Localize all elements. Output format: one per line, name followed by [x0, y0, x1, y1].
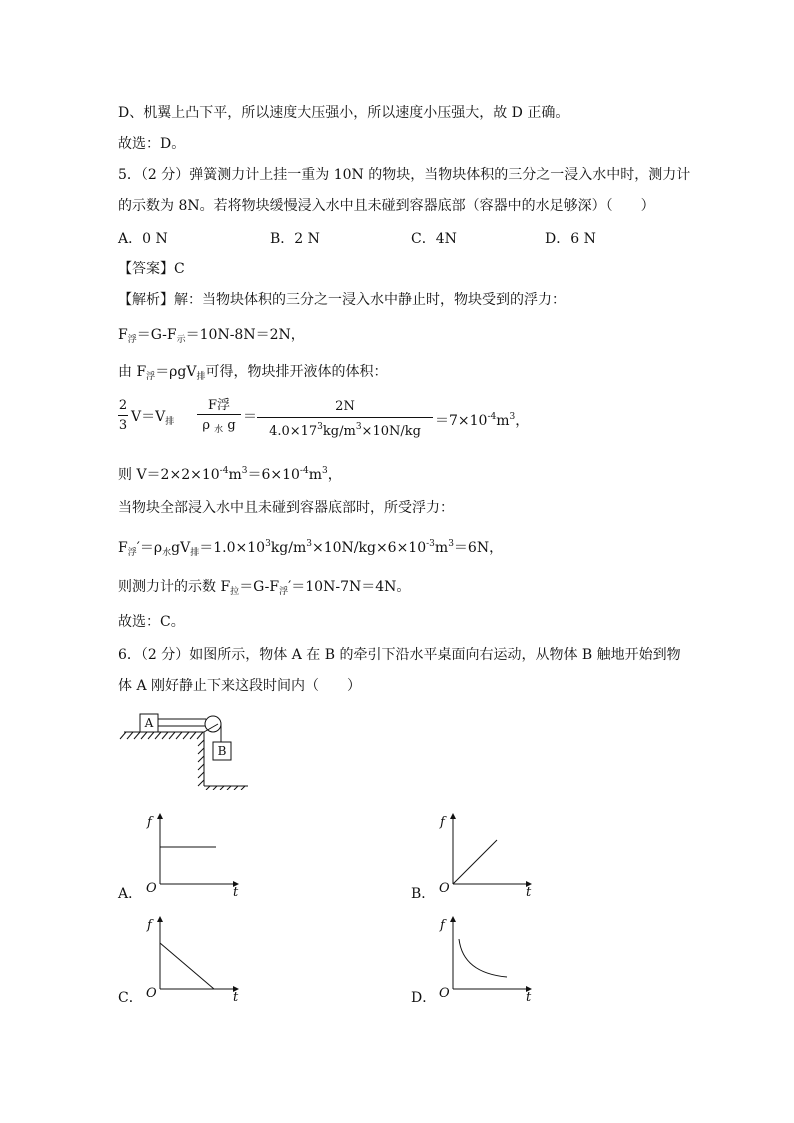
question-5-line-1: 5．（2 分）弹簧测力计上挂一重为 10N 的物块，当物块体积的三分之一浸入水中时，测力计	[118, 167, 691, 183]
label-a: A	[144, 716, 154, 730]
svg-text:t: t	[526, 990, 532, 1001]
den-rho-g: ρ $_水$ g	[202, 418, 236, 435]
graph-a-label: A．	[118, 886, 143, 902]
text-line: 故选：D。	[118, 136, 186, 152]
question-6-line-2: 体 A 刚好静止下来这段时间内（ ）	[118, 678, 362, 694]
question-6-line-1: 6．（2 分）如图所示，物体 A 在 B 的牵引下沿水平桌面向右运动，从物体 B 触地开始到物	[118, 647, 681, 663]
svg-text:O: O	[146, 881, 157, 896]
frac-2: 2	[118, 398, 128, 413]
floor-hatching	[206, 786, 245, 790]
graph-c-curve	[160, 943, 214, 989]
analysis-line: 【解析】解：当物块体积的三分之一浸入水中静止时，物块受到的浮力：	[118, 292, 566, 308]
num-2n: 2N	[335, 399, 355, 414]
den-value: $4.0\times 17^3kg/m^3\times 10N/kg$	[269, 422, 421, 439]
formula-derivation: 由 $F_浮=\rho gV_排$可得，物块排开液体的体积：	[118, 364, 388, 382]
v-eq: $V=V_排$	[131, 409, 175, 427]
wall-hatching	[198, 740, 204, 786]
graph-d	[433, 913, 543, 1001]
graph-b	[433, 810, 543, 898]
pulley-figure	[118, 708, 258, 790]
graph-b-label: B．	[411, 886, 436, 902]
svg-text:O: O	[439, 986, 450, 1001]
text-line: D、机翼上凸下平，所以速度大压强小，所以速度小压强大，故 D 正确。	[118, 105, 570, 121]
frac-result: $=7\times 10^{-4}m^3$，	[435, 412, 530, 429]
svg-text:t: t	[526, 885, 532, 898]
graph-a	[140, 810, 250, 898]
svg-text:O: O	[439, 881, 450, 896]
answer-line: 【答案】C	[118, 261, 185, 277]
option-d: D．6 N	[545, 231, 596, 247]
option-c: C．4N	[411, 231, 457, 247]
svg-text:f: f	[440, 918, 445, 933]
text-line: 故选：C。	[118, 614, 185, 630]
text-line: 当物块全部浸入水中且未碰到容器底部时，所受浮力：	[118, 500, 454, 516]
option-a: A．0 N	[118, 231, 168, 247]
table-hatching	[120, 732, 203, 739]
question-5-line-2: 的示数为 8N。若将物块缓慢浸入水中且未碰到容器底部（容器中的水足够深）（ ）	[118, 198, 655, 214]
graph-d-curve	[459, 939, 507, 977]
frac-3: 3	[118, 418, 128, 433]
formula-volume: 则 $V=2\times 2\times 10^{-4}m^3=6\times 10^{-4}m^3$，	[118, 466, 342, 483]
formula-full-buoyancy: $F_浮'=\rho_水gV_排=1.0\times 10^3kg/m^3\times 10N/kg\times 6\times 10^{-3}m^3=6N$，	[118, 539, 504, 558]
svg-text:f: f	[147, 918, 152, 933]
graph-b-curve	[453, 840, 497, 884]
formula-buoyancy: $F_浮=G-F_示=10N-8N=2N$，	[118, 327, 305, 345]
formula-reading: 则测力计的示数 $F_拉=G-F_浮'=10N-7N=4N$。	[118, 579, 411, 597]
graph-c	[140, 913, 250, 1001]
svg-text:O: O	[146, 986, 157, 1001]
option-b: B．2 N	[270, 231, 320, 247]
svg-text:f: f	[147, 815, 152, 830]
label-b: B	[217, 744, 227, 758]
graph-c-label: C．	[118, 990, 143, 1006]
graph-d-label: D．	[411, 990, 437, 1006]
eq-sign: ＝	[243, 409, 257, 425]
svg-text:t: t	[233, 885, 239, 898]
num-f-fu: F浮	[207, 398, 231, 413]
svg-text:t: t	[233, 990, 239, 1001]
svg-text:f: f	[440, 815, 445, 830]
